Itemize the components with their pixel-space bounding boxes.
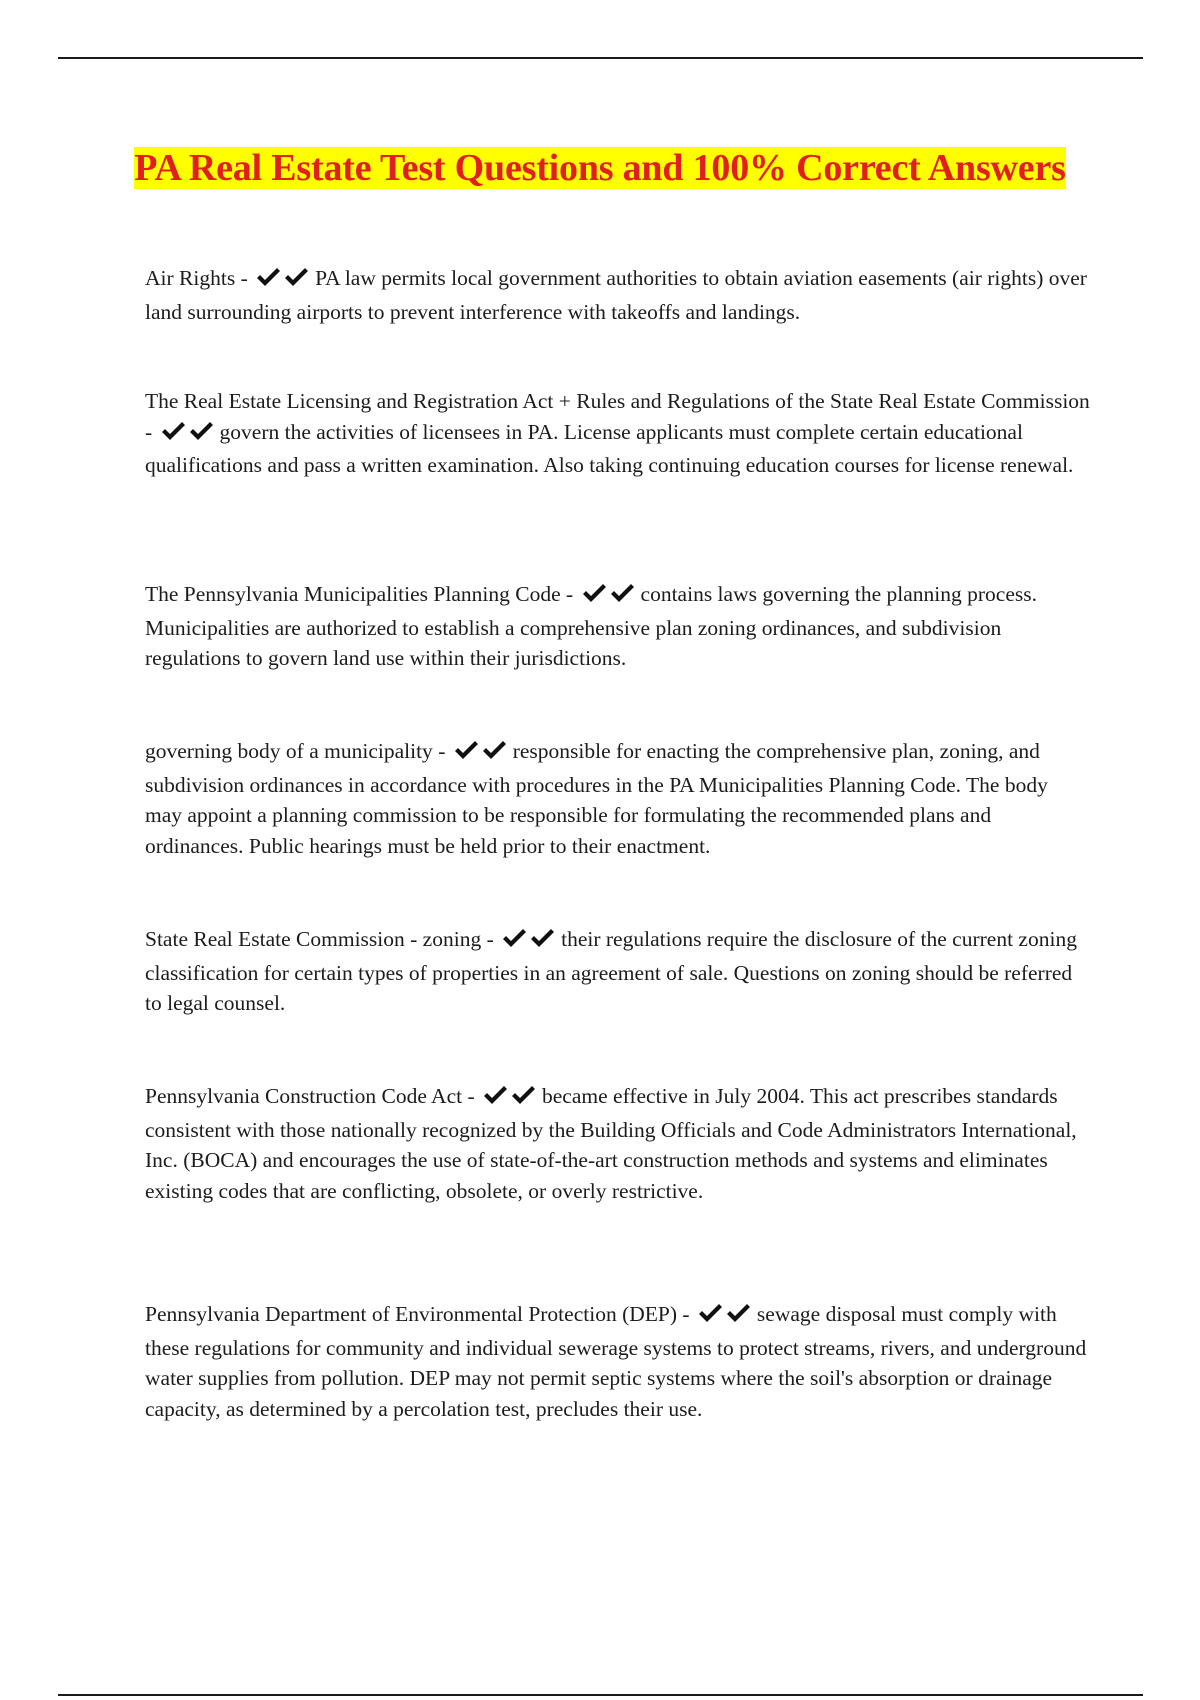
entry-separator: - — [235, 266, 254, 290]
entry-answer: their regulations require the disclosure of the current zoning classification for certain types of properties in an agreement of sale. Questions on zoning should be referred to legal counsel. — [145, 927, 1077, 1015]
entry-separator: - — [432, 739, 451, 763]
entry-answer: contains laws governing the planning process. Municipalities are authorized to establish a comprehensive plan zoning ordinances, and subdivision regulations to govern land use within their jurisdictions. — [145, 582, 1038, 670]
entry-answer: sewage disposal must comply with these regulations for community and individual sewerage systems to protect streams, rivers, and underground water supplies from pollution. DEP may not permit septic systems where the soil's absorption or drainage capacity, as determined by a percolation test, precludes their use. — [145, 1302, 1087, 1421]
entry-separator: - — [462, 1084, 481, 1108]
entry-term: Pennsylvania Department of Environmental Protection (DEP) — [145, 1302, 677, 1326]
entry-separator: - — [560, 582, 579, 606]
checkmark-icon — [529, 927, 557, 949]
checkmark-icon — [255, 266, 283, 288]
checkmarks — [453, 739, 509, 770]
checkmarks — [160, 420, 216, 451]
entry-term: Air Rights — [145, 266, 236, 290]
checkmark-icon — [482, 1084, 510, 1106]
checkmark-icon — [510, 1084, 538, 1106]
checkmark-icon — [160, 420, 188, 442]
checkmark-icon — [609, 582, 637, 604]
checkmark-icon — [501, 927, 529, 949]
checkmarks — [255, 266, 311, 297]
entry-term: The Pennsylvania Municipalities Planning Code — [145, 582, 561, 606]
checkmark-icon — [453, 739, 481, 761]
entry-answer: became effective in July 2004. This act prescribes standards consistent with those nationally recognized by the Building Officials and Code Administrators International, Inc. (BOCA) and encourages the use of state-of-the-art construction methods and systems and eliminates existing codes that are conflicting, obsolete, or overly restrictive. — [145, 1084, 1077, 1203]
bottom-rule — [58, 1694, 1143, 1696]
title-block — [100, 143, 1100, 194]
qa-entry — [145, 1299, 1090, 1424]
checkmarks — [501, 927, 557, 958]
qa-entry — [145, 924, 1090, 1019]
checkmark-icon — [581, 582, 609, 604]
qa-entry — [145, 579, 1090, 674]
checkmarks — [697, 1302, 753, 1333]
entry-term: The Real Estate Licensing and Registration Act + Rules and Regulations of the State Real Estate Commission — [145, 389, 1090, 413]
checkmark-icon — [283, 266, 311, 288]
entry-separator: - — [677, 1302, 695, 1326]
page-title: PA Real Estate Test Questions and 100% Correct Answers — [134, 147, 1066, 189]
checkmark-icon — [188, 420, 216, 442]
entry-separator: - — [481, 927, 500, 951]
entry-term: governing body of a municipality — [145, 739, 433, 763]
entry-answer: PA law permits local government authorities to obtain aviation easements (air rights) over land surrounding airports to prevent interference with takeoffs and landings. — [145, 266, 1087, 324]
entry-term: State Real Estate Commission - zoning — [145, 927, 482, 951]
qa-entry — [145, 736, 1090, 861]
qa-entry — [145, 386, 1090, 481]
qa-entry — [145, 263, 1090, 327]
qa-entry — [145, 1081, 1090, 1206]
checkmark-icon — [481, 739, 509, 761]
entry-term: Pennsylvania Construction Code Act — [145, 1084, 463, 1108]
checkmarks — [482, 1084, 538, 1115]
checkmarks — [581, 582, 637, 613]
top-rule — [58, 57, 1143, 59]
entry-answer: govern the activities of licensees in PA. License applicants must complete certain educational qualifications and pass a written examination. Also taking continuing education courses for license renewal. — [145, 419, 1074, 477]
entry-separator: - — [145, 419, 158, 444]
checkmark-icon — [725, 1302, 753, 1324]
checkmark-icon — [697, 1302, 725, 1324]
entry-answer: responsible for enacting the comprehensive plan, zoning, and subdivision ordinances in accordance with procedures in the PA Municipalities Planning Code. The body may appoint a planning commission to be responsible for formulating the recommended plans and ordinances. Public hearings must be held prior to their enactment. — [145, 739, 1048, 858]
